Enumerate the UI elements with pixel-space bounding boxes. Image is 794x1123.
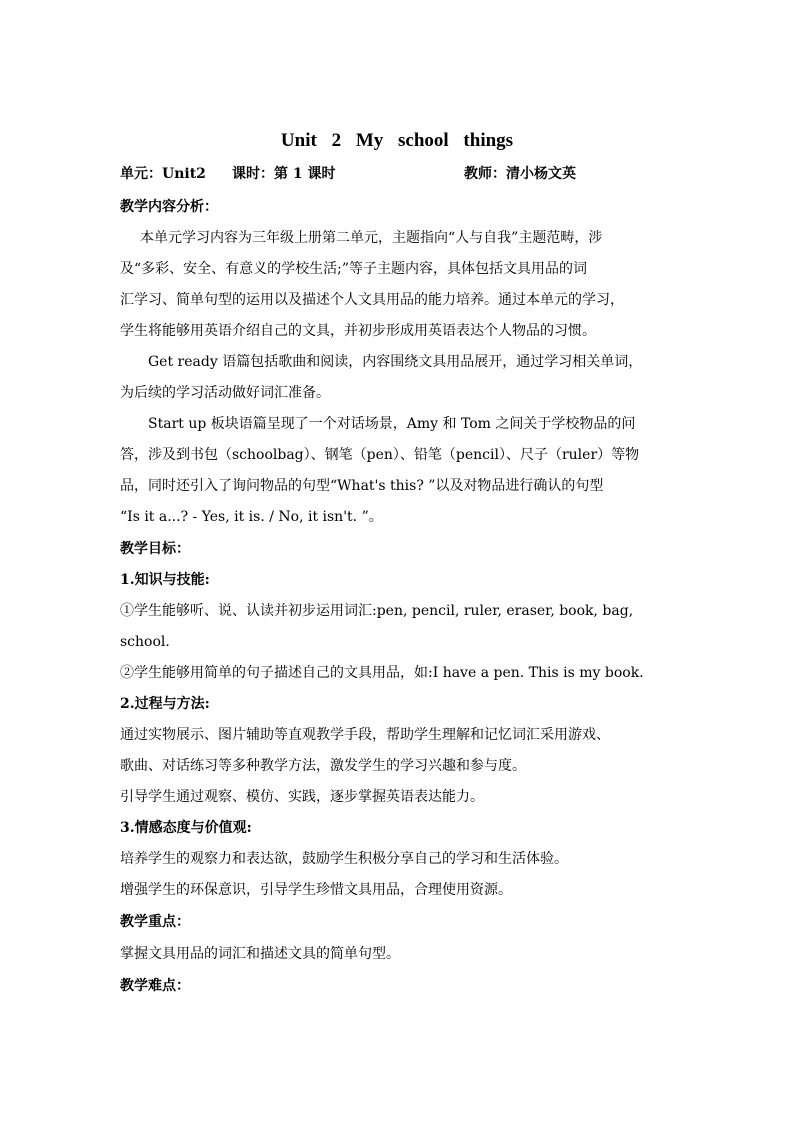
- objective-heading-process: 2.过程与方法:: [120, 696, 210, 712]
- section-heading-difficulties: 教学难点：: [120, 978, 190, 994]
- key-points-text: 掌握文具用品的词汇和描述文具的简单句型。: [120, 946, 400, 962]
- unit-label: 单元：Unit2: [120, 166, 206, 182]
- objective-line: ①学生能够听、说、认读并初步运用词汇:pen, pencil, ruler, eraser, book, bag,: [120, 603, 634, 619]
- objective-line: 引导学生通过观察、模仿、实践，逐步掌握英语表达能力。: [120, 789, 484, 805]
- objective-line: 歌曲、对话练习等多种教学方法，激发学生的学习兴趣和参与度。: [120, 758, 526, 774]
- objective-line: ②学生能够用简单的句子描述自己的文具用品，如:I have a pen. This is my book.: [120, 665, 644, 681]
- paragraph-line: 为后续的学习活动做好词汇准备。: [120, 385, 330, 401]
- paragraph-line: 及“多彩、安全、有意义的学校生活;”等子主题内容，具体包括文具用品的词: [120, 261, 588, 277]
- section-heading-key-points: 教学重点：: [120, 914, 190, 930]
- objective-heading-emotion: 3.情感态度与价值观:: [120, 820, 252, 836]
- paragraph-line: 学生将能够用英语介绍自己的文具，并初步形成用英语表达个人物品的习惯。: [120, 323, 596, 339]
- lesson-meta: [120, 164, 680, 184]
- paragraph-line: 本单元学习内容为三年级上册第二单元，主题指向“人与自我”主题范畴，涉: [140, 230, 603, 246]
- objective-line: 增强学生的环保意识，引导学生珍惜文具用品，合理使用资源。: [120, 882, 512, 898]
- paragraph-line: “Is it a...? - Yes, it is. / No, it isn't. ”。: [120, 509, 383, 525]
- teacher-label: 教师：清小杨文英: [464, 166, 576, 182]
- page-title: Unit 2 My school things: [280, 130, 514, 151]
- objective-line: school.: [120, 634, 170, 650]
- objective-line: 通过实物展示、图片辅助等直观教学手段，帮助学生理解和记忆词汇采用游戏、: [120, 727, 610, 743]
- paragraph-line: Get ready 语篇包括歌曲和阅读，内容围绕文具用品展开，通过学习相关单词，: [148, 354, 643, 370]
- paragraph-line: 答，涉及到书包（schoolbag）、钢笔（pen）、铅笔（pencil）、尺子（ruler）等物: [120, 447, 640, 463]
- section-heading-content-analysis: 教学内容分析：: [120, 199, 218, 215]
- lesson-label: 课时：第 1 课时: [232, 166, 336, 182]
- objective-line: 培养学生的观察力和表达欲，鼓励学生积极分享自己的学习和生活体验。: [120, 851, 568, 867]
- objective-heading-knowledge: 1.知识与技能:: [120, 572, 210, 588]
- paragraph-line: 汇学习、简单句型的运用以及描述个人文具用品的能力培养。通过本单元的学习，: [120, 292, 624, 308]
- paragraph-line: Start up 板块语篇呈现了一个对话场景，Amy 和 Tom 之间关于学校物品的问: [148, 416, 636, 432]
- paragraph-line: 品，同时还引入了询问物品的句型“What's this? ”以及对物品进行确认的句型: [120, 478, 604, 494]
- section-heading-objectives: 教学目标：: [120, 541, 190, 557]
